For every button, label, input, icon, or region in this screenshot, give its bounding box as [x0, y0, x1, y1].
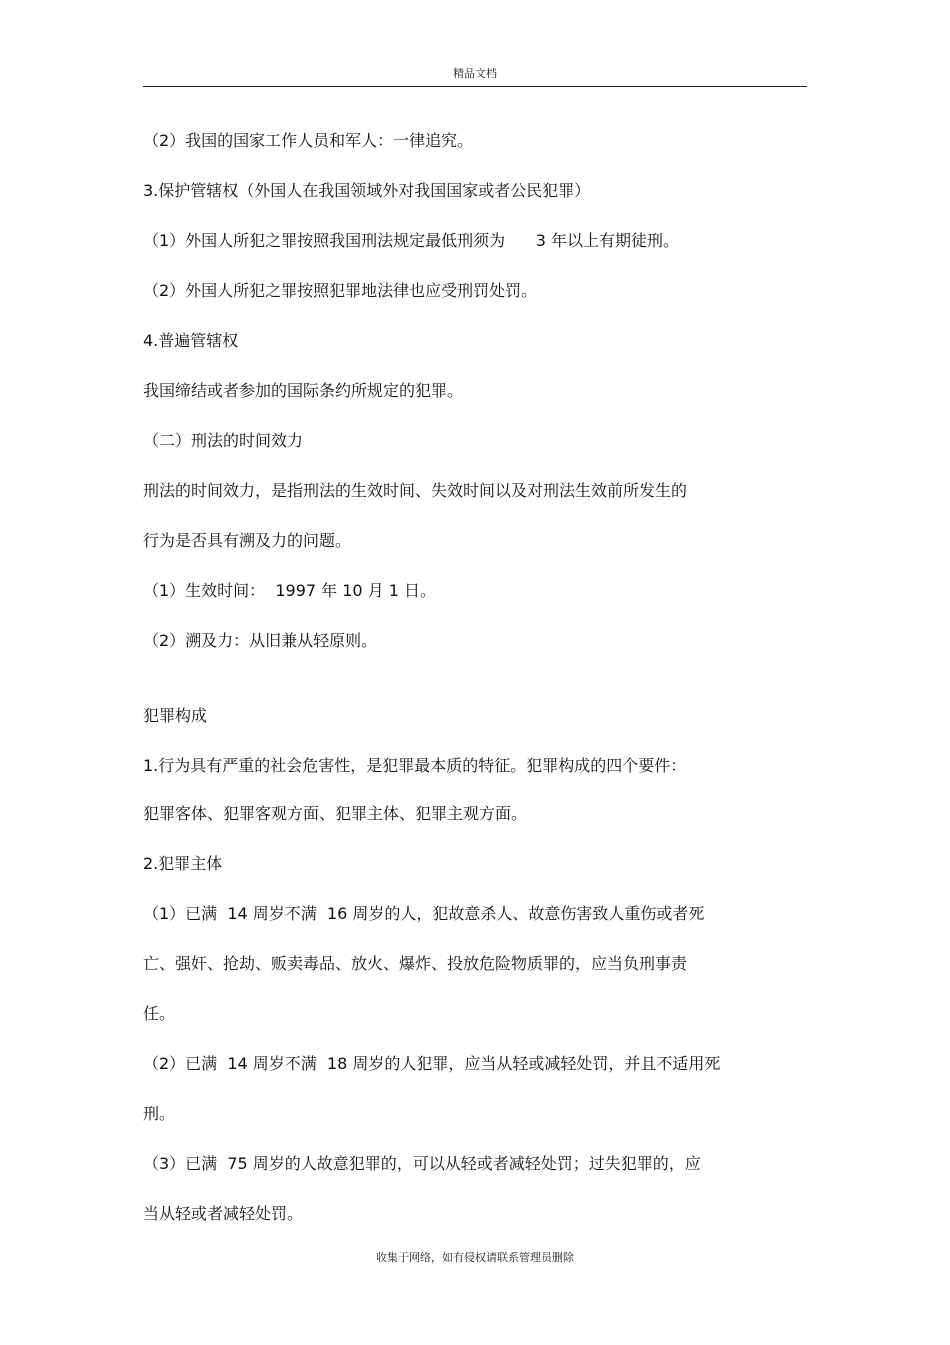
- body-line: 当从轻或者减轻处罚。: [143, 1204, 304, 1223]
- section-heading: 2.犯罪主体: [143, 854, 223, 873]
- body-line: （2）我国的国家工作人员和军人：一律追究。: [143, 131, 474, 150]
- section-heading: 4.普遍管辖权: [143, 331, 239, 350]
- body-line: 任。: [143, 1004, 176, 1023]
- body-line: （2）溯及力：从旧兼从轻原则。: [143, 631, 378, 650]
- page-footer: [0, 1250, 950, 1266]
- body-line: （1）外国人所犯之罪按照我国刑法规定最低刑须为 3 年以上有期徒刑。: [143, 231, 679, 250]
- body-line: 刑法的时间效力，是指刑法的生效时间、失效时间以及对刑法生效前所发生的: [143, 481, 688, 500]
- body-line: （1）生效时间： 1997 年 10 月 1 日。: [143, 581, 437, 600]
- page-header: [143, 66, 807, 87]
- body-line: 行为是否具有溯及力的问题。: [143, 531, 352, 550]
- body-line: （3）已满 75 周岁的人故意犯罪的，可以从轻或者减轻处罚；过失犯罪的，应: [143, 1154, 701, 1173]
- body-line: 亡、强奸、抢劫、贩卖毒品、放火、爆炸、投放危险物质罪的，应当负刑事责: [143, 954, 688, 973]
- body-line: 我国缔结或者参加的国际条约所规定的犯罪。: [143, 381, 464, 400]
- body-line: 犯罪客体、犯罪客观方面、犯罪主体、犯罪主观方面。: [143, 804, 528, 823]
- body-line: 1.行为具有严重的社会危害性，是犯罪最本质的特征。犯罪构成的四个要件：: [143, 756, 687, 775]
- body-line: 3.保护管辖权（外国人在我国领域外对我国国家或者公民犯罪）: [143, 181, 591, 200]
- footer-text: 收集于网络，如有侵权请联系管理员删除: [376, 1251, 574, 1264]
- body-line: （2）已满 14 周岁不满 18 周岁的人犯罪，应当从轻或减轻处罚，并且不适用死: [143, 1054, 721, 1073]
- body-line: 刑。: [143, 1104, 176, 1123]
- header-text: 精品文档: [453, 67, 497, 80]
- body-line: （1）已满 14 周岁不满 16 周岁的人，犯故意杀人、故意伤害致人重伤或者死: [143, 904, 705, 923]
- section-heading: 犯罪构成: [143, 706, 208, 725]
- body-line: （2）外国人所犯之罪按照犯罪地法律也应受刑罚处罚。: [143, 281, 538, 300]
- section-heading: （二）刑法的时间效力: [143, 431, 304, 450]
